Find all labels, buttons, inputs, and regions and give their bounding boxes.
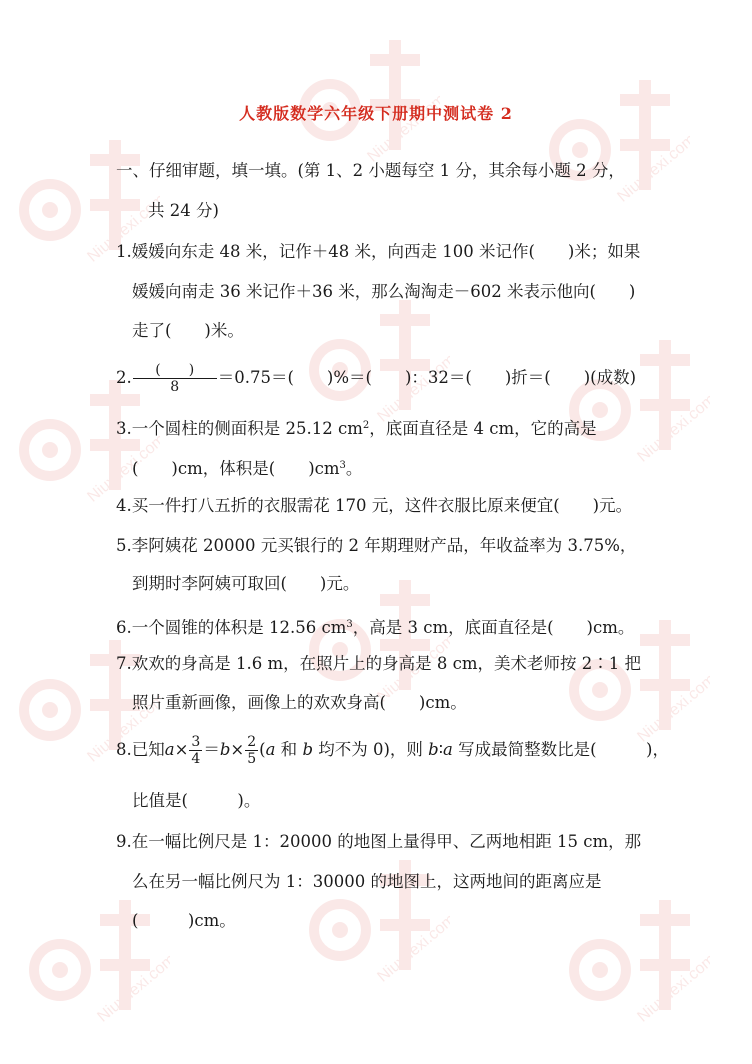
- question-8-text: 和: [275, 740, 303, 759]
- watermark-logo: [540, 60, 690, 210]
- question-2-fraction: [133, 362, 217, 395]
- svg-text:Niuxuexi.com: Niuxuexi.com: [374, 350, 450, 426]
- fraction-bottom: 5: [247, 751, 257, 767]
- watermark-logo: [300, 840, 450, 990]
- question-2-number: 2.: [116, 368, 132, 387]
- fraction-top: 3: [191, 734, 201, 750]
- equals-sign: ＝: [203, 740, 220, 759]
- page-title: 人教版数学六年级下册期中测试卷 2: [239, 104, 513, 123]
- fraction-bottom: 4: [191, 751, 201, 767]
- unit-superscript: 3: [339, 460, 346, 471]
- fraction-top: 2: [247, 734, 257, 750]
- question-2-fraction-bottom: 8: [170, 379, 180, 395]
- question-6-text-a: 6.一个圆锥的体积是 12.56 cm: [116, 618, 347, 637]
- svg-text:Niuxuexi.com: Niuxuexi.com: [84, 190, 160, 266]
- paren: (: [259, 740, 266, 759]
- question-1-line-1: 1.媛媛向东走 48 米，记作＋48 米，向西走 100 米记作( )米；如果: [116, 242, 641, 261]
- question-7-line-2: 照片重新画像，画像上的欢欢身高( )cm。: [132, 693, 467, 712]
- svg-text:Niuxuexi.com: Niuxuexi.com: [374, 630, 450, 706]
- variable-b: b: [219, 740, 231, 759]
- question-4: 4.买一件打八五折的衣服需花 170 元，这件衣服比原来便宜( )元。: [116, 496, 633, 515]
- ratio-colon: ∶: [438, 740, 444, 759]
- svg-text:Niuxuexi.com: Niuxuexi.com: [374, 910, 450, 986]
- svg-text:Niuxuexi.com: Niuxuexi.com: [634, 670, 710, 746]
- question-3-text-d: 。: [345, 459, 363, 478]
- question-8-number: 8.已知: [116, 740, 165, 759]
- question-3-text-b: ，底面直径是 4 cm，它的高是: [369, 419, 597, 438]
- question-3-text-c: ( )cm，体积是( )cm: [132, 459, 340, 478]
- question-6-text-b: ，高是 3 cm，底面直径是( )cm。: [352, 618, 635, 637]
- question-5-line-1: 5.李阿姨花 20000 元买银行的 2 年期理财产品，年收益率为 3.75%，: [116, 536, 637, 555]
- question-3-text-a: 3.一个圆柱的侧面积是 25.12 cm: [116, 419, 363, 438]
- svg-text:Niuxuexi.com: Niuxuexi.com: [84, 690, 160, 766]
- times-sign: ×: [174, 740, 189, 759]
- question-8-line-1: [116, 726, 669, 774]
- question-9-line-3: ( )cm。: [132, 911, 236, 930]
- watermark-logo: [560, 880, 710, 1030]
- question-6: [116, 614, 634, 639]
- unit-superscript: 2: [362, 420, 370, 431]
- svg-text:Niuxuexi.com: Niuxuexi.com: [614, 130, 690, 206]
- question-2-text: ＝0.75＝( )%＝( )：32＝( )折＝( )(成数): [217, 368, 637, 387]
- question-2: [116, 358, 636, 398]
- question-8-text: 写成最简整数比是( )，: [452, 740, 669, 759]
- variable-a: a: [265, 740, 276, 759]
- variable-a: a: [164, 740, 175, 759]
- svg-text:Niuxuexi.com: Niuxuexi.com: [364, 90, 440, 166]
- question-3-line-1: [116, 415, 597, 440]
- times-sign: ×: [230, 740, 245, 759]
- question-2-fraction-top: ( ): [155, 362, 195, 378]
- question-1-line-2: 媛媛向南走 36 米记作＋36 米，那么淘淘走－602 米表示他向( ): [132, 282, 636, 301]
- section-heading: 一、仔细审题，填一填。(第 1、2 小题每空 1 分，其余每小题 2 分，: [116, 161, 625, 180]
- question-8-text: 均不为 0)，则: [313, 740, 429, 759]
- question-9-line-1: 9.在一幅比例尺是 1：20000 的地图上量得甲、乙两地相距 15 cm，那: [116, 832, 642, 851]
- watermark-logo: [290, 20, 440, 170]
- svg-text:Niuxuexi.com: Niuxuexi.com: [84, 430, 160, 506]
- question-5-line-2: 到期时李阿姨可取回( )元。: [132, 574, 360, 593]
- question-8-line-2: 比值是( )。: [132, 791, 261, 810]
- question-1-line-3: 走了( )米。: [132, 321, 244, 340]
- svg-text:Niuxuexi.com: Niuxuexi.com: [634, 390, 710, 466]
- unit-superscript: 3: [346, 619, 353, 630]
- svg-text:Niuxuexi.com: Niuxuexi.com: [634, 950, 710, 1026]
- variable-b: b: [302, 740, 313, 759]
- fraction-3-4: [189, 734, 202, 767]
- variable-b: b: [428, 740, 439, 759]
- fraction-2-5: [245, 734, 258, 767]
- question-3-line-2: [132, 455, 362, 480]
- question-7-line-1: 7.欢欢的身高是 1.6 m，在照片上的身高是 8 cm，美术老师按 2∶1 把: [116, 654, 641, 673]
- svg-text:Niuxuexi.com: Niuxuexi.com: [94, 950, 170, 1026]
- section-heading-cont: 共 24 分): [148, 201, 219, 220]
- watermark-logo: [20, 880, 170, 1030]
- question-9-line-2: 么在另一幅比例尺为 1：30000 的地图上，这两地间的距离应是: [132, 872, 602, 891]
- variable-a: a: [443, 740, 453, 759]
